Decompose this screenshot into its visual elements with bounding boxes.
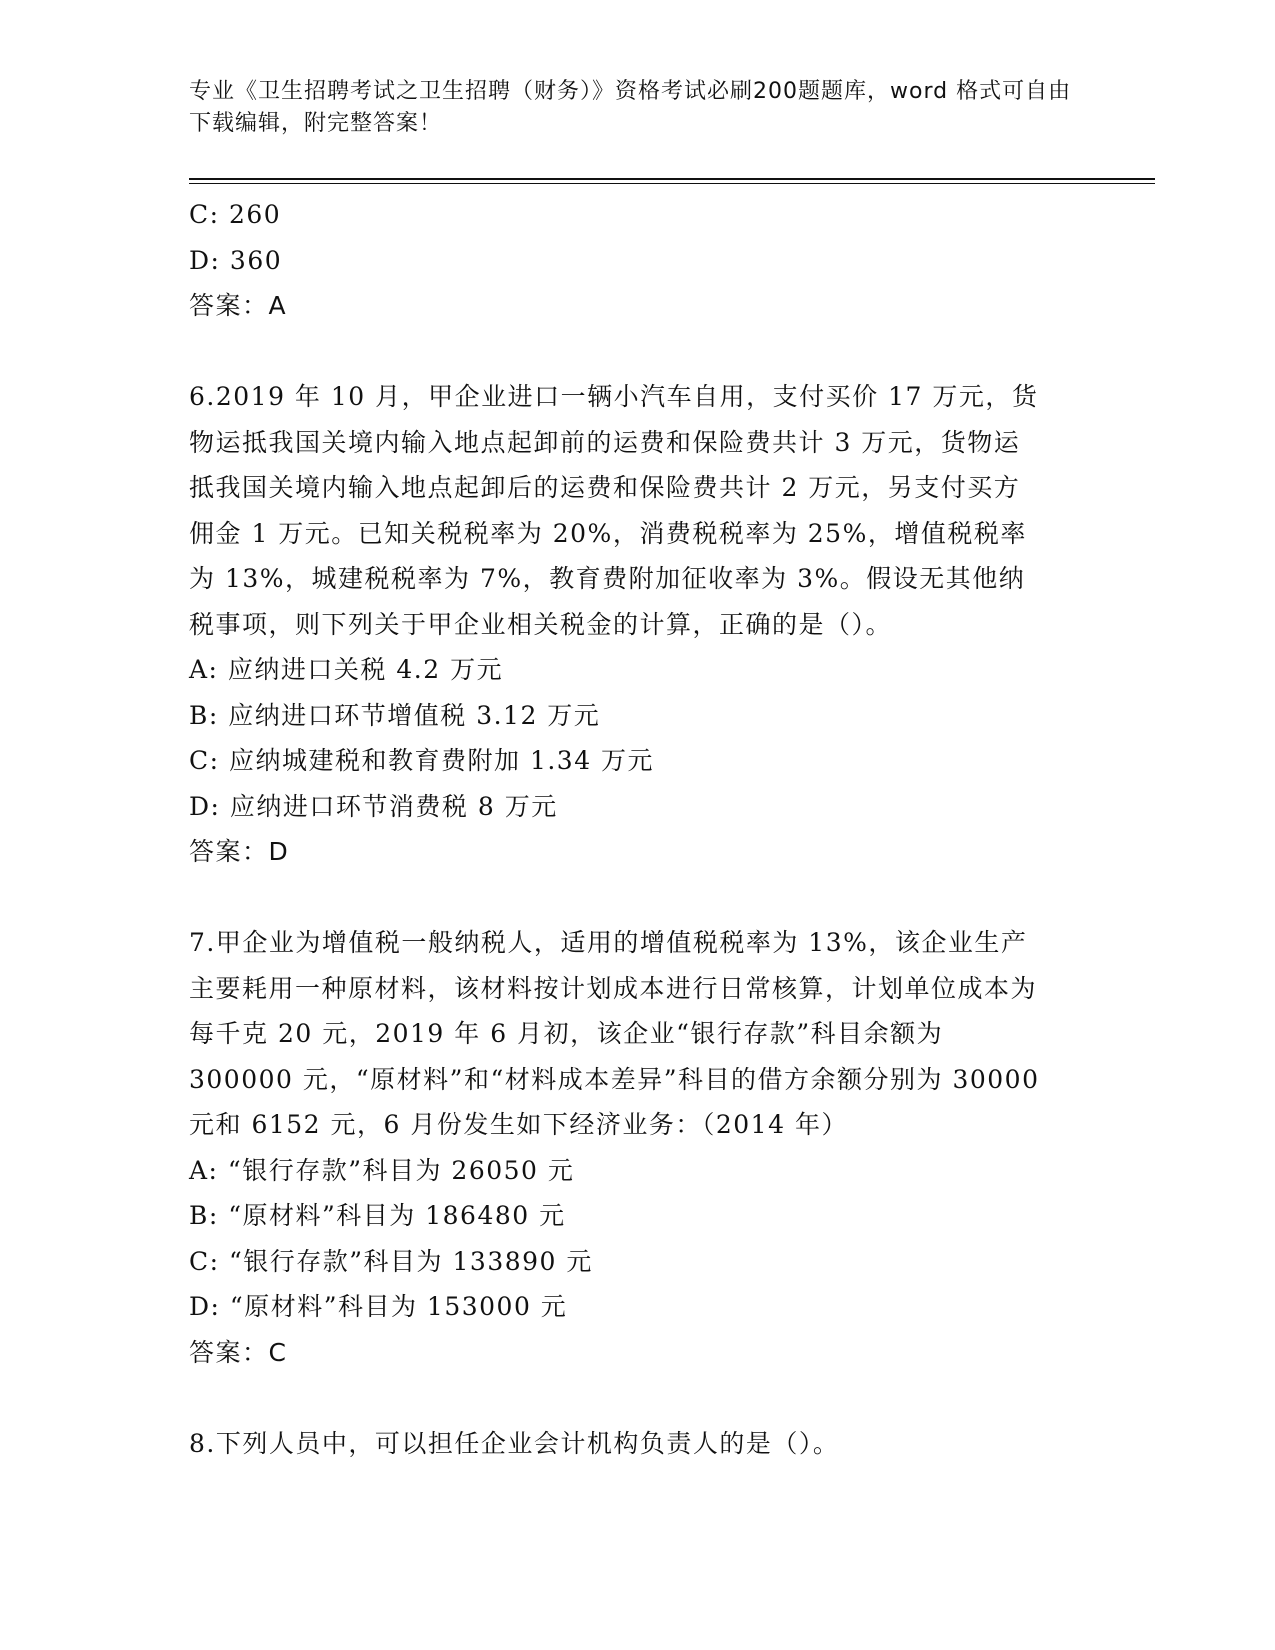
option-d: D: 应纳进口环节消费税 8 万元 — [189, 791, 558, 821]
prev-question-block — [189, 192, 1089, 329]
option-b: B: 应纳进口环节增值税 3.12 万元 — [189, 700, 601, 730]
question-8 — [189, 1421, 1089, 1467]
answer-line: 答案：D — [189, 837, 290, 866]
question-6-stem-wrap — [189, 374, 1039, 647]
question-6 — [189, 374, 1089, 875]
option-b: B: “原材料”科目为 186480 元 — [189, 1201, 566, 1230]
document-body — [189, 192, 1089, 1466]
document-header-title: 专业《卫生招聘考试之卫生招聘（财务）》资格考试必刷200题题库，word 格式可自由下载编辑，附完整答案！ — [189, 79, 1072, 136]
option-d: D: 360 — [189, 245, 283, 275]
option-c: C: 应纳城建税和教育费附加 1.34 万元 — [189, 746, 655, 775]
spacer — [189, 875, 1089, 921]
question-7 — [189, 920, 1089, 1375]
option-d: D: “原材料”科目为 153000 元 — [189, 1292, 568, 1321]
question-stem: 8.下列人员中，可以担任企业会计机构负责人的是（）。 — [189, 1428, 840, 1458]
spacer — [189, 1375, 1089, 1421]
option-c: C: “银行存款”科目为 133890 元 — [189, 1246, 593, 1276]
header-divider-thin — [189, 183, 1155, 184]
question-stem: 7.甲企业为增值税一般纳税人，适用的增值税税率为 13%，该企业生产主要耗用一种原材料，该材料按计划成本进行日常核算，计划单位成本为每千克 20 元，2019 年 6 月初，该企业“银行存款”科目余额为 300000 元，“原材料”和“材料成本差异”科目的借方余额分别为 30000 元和 6152 元，6 月份发生如下经济业务：（2014 年） — [189, 928, 1040, 1139]
answer-line: 答案：A — [189, 291, 288, 320]
answer-line: 答案：C — [189, 1337, 288, 1367]
question-stem: 6.2019 年 10 月，甲企业进口一辆小汽车自用，支付买价 17 万元，货物运抵我国关境内输入地点起卸前的运费和保险费共计 3 万元，货物运抵我国关境内输入地点起卸后的运费和保险费共计 2 万元，另支付买方佣金 1 万元。已知关税税率为 20%，消费税税率为 25%，增值税税率为 13%，城建税税率为 7%，教育费附加征收率为 3%。假设无其他纳税事项，则下列关于甲企业相关税金的计算，正确的是（）。 — [189, 382, 1039, 639]
question-7-stem-wrap — [189, 920, 1049, 1148]
spacer — [189, 329, 1089, 375]
option-c: C: 260 — [189, 200, 282, 229]
option-a: A: 应纳进口关税 4.2 万元 — [189, 655, 504, 684]
option-a: A: “银行存款”科目为 26050 元 — [189, 1155, 575, 1185]
header-divider-thick — [189, 178, 1155, 180]
